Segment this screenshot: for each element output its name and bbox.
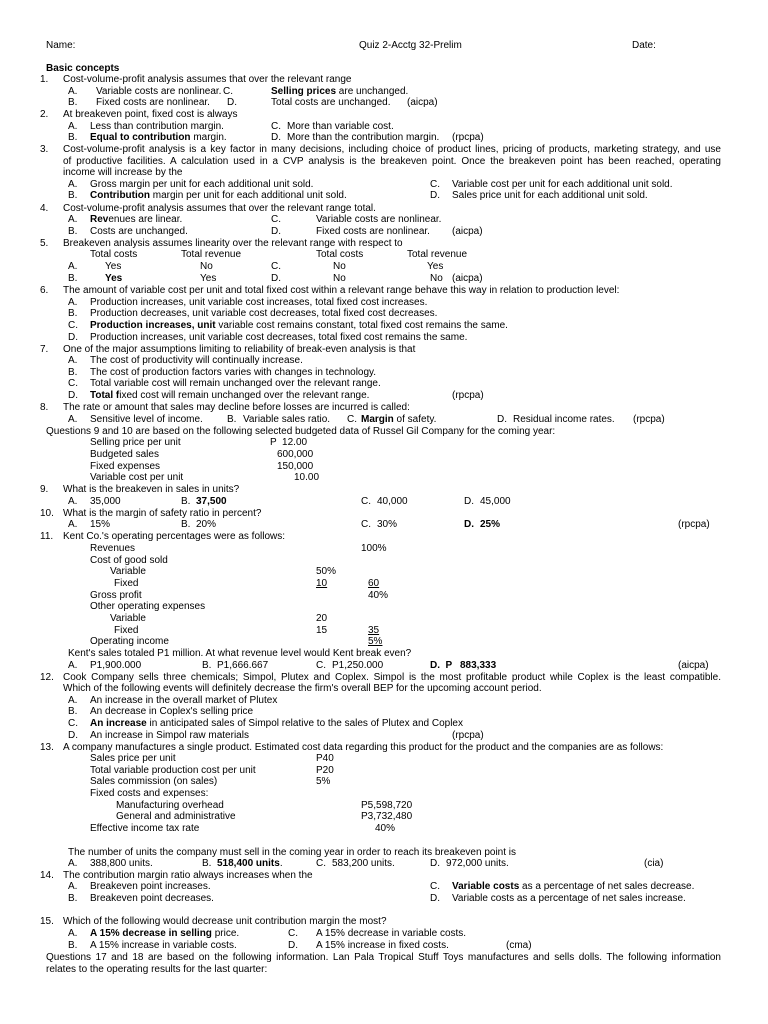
q11-op-income-label: Operating income: [90, 636, 169, 647]
q9-c-letter: C.: [361, 496, 371, 507]
q8-b-text: Variable sales ratio.: [243, 414, 331, 425]
q3-a-text: Gross margin per unit for each additional unit sold.: [90, 179, 314, 190]
q1-c-letter: C.: [223, 86, 233, 97]
q11-cogs-label: Cost of good sold: [90, 555, 168, 566]
q15-a-letter: A.: [68, 928, 78, 939]
q1-d-letter: D.: [227, 97, 237, 108]
q10-d-text: 25%: [480, 519, 501, 530]
q15-source: (cma): [506, 940, 532, 951]
q9-stem: What is the breakeven in sales in units?: [63, 484, 240, 495]
q13-sales-price-label: Sales price per unit: [90, 753, 176, 764]
q4-stem: Cost-volume-profit analysis assumes that over the relevant range total.: [63, 203, 376, 214]
q2-c-text: More than variable cost.: [287, 121, 394, 132]
q2-stem: At breakeven point, fixed cost is always: [63, 109, 238, 120]
q6-number: 6.: [40, 285, 49, 296]
q13-commission-value: 5%: [316, 776, 331, 787]
q11-revenues-label: Revenues: [90, 543, 136, 554]
q5-header-total-revenue-2: Total revenue: [407, 249, 468, 260]
q1-d-text: Total costs are unchanged.: [271, 97, 391, 108]
budget-label-selling-price: Selling price per unit: [90, 437, 181, 448]
q3-b-answer: Contribution: [90, 190, 150, 201]
q10-b-text: 20%: [196, 519, 217, 530]
q14-b-text: Breakeven point decreases.: [90, 893, 214, 904]
q7-d-answer: Total f: [90, 390, 120, 401]
q10-b-letter: B.: [181, 519, 191, 530]
q9-a-letter: A.: [68, 496, 78, 507]
q13-overhead-label: Manufacturing overhead: [116, 800, 224, 811]
q7-c-text: Total variable cost will remain unchanged over the relevant range.: [90, 378, 381, 389]
q12-a-letter: A.: [68, 695, 78, 706]
q15-d-letter: D.: [288, 940, 298, 951]
q4-number: 4.: [40, 203, 49, 214]
q13-question: The number of units the company must sell in the coming year in order to reach its breakeven point is: [68, 847, 517, 858]
q12-c-letter: C.: [68, 718, 78, 729]
q13-c-letter: C.: [316, 858, 326, 869]
q11-b-text: P1,666.667: [217, 660, 269, 671]
q13-b-after: .: [279, 858, 283, 869]
q11-opex-total: 35: [368, 625, 380, 636]
q2-d-text: More than the contribution margin.: [287, 132, 440, 143]
q8-stem: The rate or amount that sales may decline before losses are incurred is called:: [63, 402, 410, 413]
q8-c-letter: C.: [347, 414, 357, 425]
q8-c-rest: of safety.: [393, 414, 437, 425]
q11-op-income-value: 5%: [368, 636, 383, 647]
q3-d-text: Sales price unit for each additional unit sold.: [452, 190, 648, 201]
q13-d-text: 972,000 units.: [446, 858, 509, 869]
q7-source: (rpcpa): [452, 390, 484, 401]
q2-d-letter: D.: [271, 132, 281, 143]
q11-fixed-label: Fixed: [114, 578, 139, 589]
q15-a-text: [90, 928, 239, 939]
q1-b-letter: B.: [68, 97, 78, 108]
q9-10-intro: Questions 9 and 10 are based on the following selected budgeted data of Russel Gil Company for the coming year:: [46, 426, 556, 437]
q14-d-letter: D.: [430, 893, 440, 904]
q7-b-letter: B.: [68, 367, 78, 378]
q14-c-answer: Variable costs: [452, 881, 520, 892]
q4-c-text: Variable costs are nonlinear.: [316, 214, 442, 225]
q13-tax-label: Effective income tax rate: [90, 823, 200, 834]
q10-source: (rpcpa): [678, 519, 710, 530]
q9-b-letter: B.: [181, 496, 191, 507]
q4-a-answer: Rev: [90, 214, 109, 225]
q3-number: 3.: [40, 144, 49, 155]
q11-c-text: P1,250.000: [332, 660, 384, 671]
q6-b-text: Production decreases, unit variable cost decreases, total fixed cost decreases.: [90, 308, 438, 319]
q4-c-letter: C.: [271, 214, 281, 225]
q5-a-total-costs: Yes: [105, 261, 122, 272]
q4-a-letter: A.: [68, 214, 78, 225]
q5-d-letter: D.: [271, 273, 281, 284]
q4-source: (aicpa): [452, 226, 483, 237]
q1-b-text: Fixed costs are nonlinear.: [96, 97, 210, 108]
q11-revenues-value: 100%: [361, 543, 387, 554]
q8-number: 8.: [40, 402, 49, 413]
q3-c-letter: C.: [430, 179, 440, 190]
q7-a-letter: A.: [68, 355, 78, 366]
q4-b-text: Costs are unchanged.: [90, 226, 188, 237]
q13-fixed-costs-label: Fixed costs and expenses:: [90, 788, 209, 799]
q10-a-text: 15%: [90, 519, 111, 530]
budget-value-variable: 10.00: [294, 472, 320, 483]
q7-stem: One of the major assumptions limiting to reliability of break-even analysis is that: [63, 344, 416, 355]
q13-sales-price-value: P40: [316, 753, 334, 764]
q15-b-letter: B.: [68, 940, 78, 951]
q12-stem-line2: Which of the following events will definitely decrease the firm's overall BEP for the upcoming account period.: [63, 683, 542, 694]
q2-a-text: Less than contribution margin.: [90, 121, 224, 132]
q9-number: 9.: [40, 484, 49, 495]
q6-a-text: Production increases, unit variable cost increases, total fixed cost increases.: [90, 297, 428, 308]
q10-number: 10.: [40, 508, 54, 519]
q13-variable-cost-label: Total variable production cost per unit: [90, 765, 256, 776]
q3-b-letter: B.: [68, 190, 78, 201]
q15-a-answer: A 15% decrease in selling: [90, 928, 212, 939]
q8-a-text: Sensitive level of income.: [90, 414, 203, 425]
q4-a-text: [90, 214, 182, 225]
q15-c-text: A 15% decrease in variable costs.: [316, 928, 467, 939]
q7-c-letter: C.: [68, 378, 78, 389]
q11-number: 11.: [40, 531, 54, 542]
q6-c-answer: Production increases, unit: [90, 320, 216, 331]
q5-c-total-costs: No: [333, 261, 346, 272]
q10-d-letter: D.: [464, 519, 474, 530]
q1-source: (aicpa): [407, 97, 438, 108]
q12-c-text: [90, 718, 463, 729]
q2-source: (rpcpa): [452, 132, 484, 143]
q14-stem: The contribution margin ratio always increases when the: [63, 870, 313, 881]
q3-stem-line1: Cost-volume-profit analysis is a key factor in many decisions, including choice of product lines, pricing of products, marketing strategy, and use: [63, 144, 721, 155]
q11-gross-profit-value: 40%: [368, 590, 389, 601]
q11-a-letter: A.: [68, 660, 78, 671]
q1-a-letter: A.: [68, 86, 78, 97]
q15-number: 15.: [40, 916, 54, 927]
q12-d-text: An increase in Simpol raw materials: [90, 730, 249, 741]
q6-a-letter: A.: [68, 297, 78, 308]
q11-b-letter: B.: [202, 660, 212, 671]
q9-d-letter: D.: [464, 496, 474, 507]
q1-c-rest: are unchanged.: [336, 86, 409, 97]
q13-a-text: 388,800 units.: [90, 858, 153, 869]
q5-d-total-costs: No: [333, 273, 346, 284]
q12-stem-line1: Cook Company sells three chemicals; Simpol, Plutex and Coplex. Simpol is the most profitable product while Coplex is the least compatible.: [63, 672, 721, 683]
budget-value-sales: 600,000: [277, 449, 314, 460]
q14-c-letter: C.: [430, 881, 440, 892]
q12-c-answer: An increase: [90, 718, 147, 729]
q13-variable-cost-value: P20: [316, 765, 334, 776]
q5-a-letter: A.: [68, 261, 78, 272]
q12-d-letter: D.: [68, 730, 78, 741]
q14-a-text: Breakeven point increases.: [90, 881, 211, 892]
q2-b-letter: B.: [68, 132, 78, 143]
q7-d-rest: ixed cost will remain unchanged over the relevant range.: [119, 390, 370, 401]
q11-opex-fixed-label: Fixed: [114, 625, 139, 636]
q6-c-rest: variable cost remains constant, total fixed cost remains the same.: [215, 320, 508, 331]
q17-18-intro-line2: relates to the operating results for the last quarter:: [46, 964, 268, 975]
q14-number: 14.: [40, 870, 54, 881]
q5-source: (aicpa): [452, 273, 483, 284]
q11-cogs-total: 60: [368, 578, 380, 589]
q13-b-text: [217, 858, 283, 869]
q13-number: 13.: [40, 742, 54, 753]
q11-d-text: 883,333: [460, 660, 497, 671]
q10-c-text: 30%: [377, 519, 398, 530]
q12-b-text: An decrease in Coplex's selling price: [90, 706, 254, 717]
q11-opex-fixed-value: 15: [316, 625, 328, 636]
q8-a-letter: A.: [68, 414, 78, 425]
q11-gross-profit-label: Gross profit: [90, 590, 142, 601]
q9-a-text: 35,000: [90, 496, 121, 507]
q15-c-letter: C.: [288, 928, 298, 939]
q12-b-letter: B.: [68, 706, 78, 717]
budget-value-fixed: 150,000: [277, 461, 314, 472]
q11-stem: Kent Co.'s operating percentages were as follows:: [63, 531, 286, 542]
q13-d-letter: D.: [430, 858, 440, 869]
date-label: Date:: [632, 40, 656, 51]
q7-d-text: [90, 390, 369, 401]
q4-a-rest: enues are linear.: [108, 214, 183, 225]
q5-header-total-costs-2: Total costs: [316, 249, 364, 260]
q14-c-rest: as a percentage of net sales decrease.: [519, 881, 695, 892]
budget-value-selling-price: P 12.00: [270, 437, 308, 448]
q11-variable-value: 50%: [316, 566, 337, 577]
q5-c-total-revenue: Yes: [427, 261, 444, 272]
q6-c-text: [90, 320, 508, 331]
q5-d-total-revenue: No: [430, 273, 443, 284]
q3-stem-line3: income will increase by the: [63, 167, 183, 178]
q4-b-letter: B.: [68, 226, 78, 237]
budget-label-variable: Variable cost per unit: [90, 472, 184, 483]
q7-d-letter: D.: [68, 390, 78, 401]
q6-stem: The amount of variable cost per unit and total fixed cost within a relevant range behave this way in relation to production level:: [63, 285, 620, 296]
q15-stem: Which of the following would decrease unit contribution margin the most?: [63, 916, 387, 927]
q2-b-answer: Equal to contribution: [90, 132, 191, 143]
q17-18-intro-line1: Questions 17 and 18 are based on the following information. Lan Pala Tropical Stuff Toys manufactures and sells dolls. The following information: [46, 952, 721, 963]
q2-a-letter: A.: [68, 121, 78, 132]
q7-a-text: The cost of productivity will continually increase.: [90, 355, 303, 366]
budget-label-sales: Budgeted sales: [90, 449, 159, 460]
q2-b-rest: margin.: [190, 132, 227, 143]
q15-b-text: A 15% increase in variable costs.: [90, 940, 237, 951]
q3-stem-line2: of productive facilities. A calculation used in a CVP analysis is the breakeven point. Once the breakeven point has been reached, operating: [63, 156, 721, 167]
q10-a-letter: A.: [68, 519, 78, 530]
q13-tax-value: 40%: [375, 823, 396, 834]
q10-stem: What is the margin of safety ratio in percent?: [63, 508, 262, 519]
q4-d-text: Fixed costs are nonlinear.: [316, 226, 430, 237]
q5-number: 5.: [40, 238, 49, 249]
q4-d-letter: D.: [271, 226, 281, 237]
q2-c-letter: C.: [271, 121, 281, 132]
q6-d-text: Production increases, unit variable cost decreases, total fixed cost remains the same.: [90, 332, 468, 343]
q11-variable-label: Variable: [110, 566, 146, 577]
q13-commission-label: Sales commission (on sales): [90, 776, 218, 787]
q15-d-text: A 15% increase in fixed costs.: [316, 940, 449, 951]
q11-opex-label: Other operating expenses: [90, 601, 206, 612]
q1-number: 1.: [40, 74, 49, 85]
q8-c-answer: Margin: [361, 414, 394, 425]
q3-d-letter: D.: [430, 190, 440, 201]
q11-d-letter: D. P: [430, 660, 453, 671]
q5-stem: Breakeven analysis assumes linearity over the relevant range with respect to: [63, 238, 403, 249]
q11-source: (aicpa): [678, 660, 709, 671]
q6-d-letter: D.: [68, 332, 78, 343]
q9-d-text: 45,000: [480, 496, 511, 507]
q12-number: 12.: [40, 672, 54, 683]
q10-c-letter: C.: [361, 519, 371, 530]
q3-a-letter: A.: [68, 179, 78, 190]
q3-b-text: [90, 190, 347, 201]
q13-ga-label: General and administrative: [116, 811, 236, 822]
q11-fixed-value: 10: [316, 578, 328, 589]
quiz-title: Quiz 2-Acctg 32-Prelim: [359, 40, 462, 51]
q5-b-total-costs: Yes: [105, 273, 123, 284]
q11-opex-variable-label: Variable: [110, 613, 146, 624]
q12-c-rest: in anticipated sales of Simpol relative to the sales of Plutex and Coplex: [146, 718, 463, 729]
q11-opex-variable-value: 20: [316, 613, 328, 624]
q14-d-text: Variable costs as a percentage of net sales increase.: [452, 893, 686, 904]
q5-header-total-revenue: Total revenue: [181, 249, 242, 260]
q13-c-text: 583,200 units.: [332, 858, 395, 869]
q8-d-letter: D.: [497, 414, 507, 425]
q8-c-text: [361, 414, 436, 425]
section-title: Basic concepts: [46, 63, 120, 74]
q5-header-total-costs: Total costs: [90, 249, 138, 260]
q13-a-letter: A.: [68, 858, 78, 869]
q5-a-total-revenue: No: [200, 261, 213, 272]
q6-c-letter: C.: [68, 320, 78, 331]
q13-b-answer: 518,400 units: [217, 858, 280, 869]
budget-label-fixed: Fixed expenses: [90, 461, 161, 472]
q2-number: 2.: [40, 109, 49, 120]
q5-b-total-revenue: Yes: [200, 273, 217, 284]
q13-b-letter: B.: [202, 858, 212, 869]
q2-b-text: [90, 132, 227, 143]
q8-source: (rpcpa): [633, 414, 665, 425]
q12-source: (rpcpa): [452, 730, 484, 741]
q7-number: 7.: [40, 344, 49, 355]
q11-c-letter: C.: [316, 660, 326, 671]
q3-c-text: Variable cost per unit for each additional unit sold.: [452, 179, 673, 190]
q1-c-text: [271, 86, 408, 97]
q7-b-text: The cost of production factors varies with changes in technology.: [90, 367, 377, 378]
q12-a-text: An increase in the overall market of Plutex: [90, 695, 278, 706]
q6-b-letter: B.: [68, 308, 78, 319]
q14-b-letter: B.: [68, 893, 78, 904]
q13-stem: A company manufactures a single product. Estimated cost data regarding this product for the product and the companies are as follows:: [63, 742, 664, 753]
q11-question: Kent's sales totaled P1 million. At what revenue level would Kent break even?: [68, 648, 412, 659]
q14-a-letter: A.: [68, 881, 78, 892]
q3-b-rest: margin per unit for each additional unit sold.: [149, 190, 347, 201]
q14-c-text: [452, 881, 694, 892]
q1-c-answer: Selling prices: [271, 86, 337, 97]
q5-c-letter: C.: [271, 261, 281, 272]
q9-c-text: 40,000: [377, 496, 408, 507]
q13-source: (cia): [644, 858, 664, 869]
name-label: Name:: [46, 40, 76, 51]
q13-overhead-value: P5,598,720: [361, 800, 413, 811]
q8-b-letter: B.: [227, 414, 237, 425]
q13-ga-value: P3,732,480: [361, 811, 413, 822]
q1-a-text: Variable costs are nonlinear.: [96, 86, 222, 97]
q1-stem: Cost-volume-profit analysis assumes that over the relevant range: [63, 74, 352, 85]
q8-d-text: Residual income rates.: [513, 414, 615, 425]
q11-a-text: P1,900.000: [90, 660, 142, 671]
q5-b-letter: B.: [68, 273, 78, 284]
q15-a-rest: price.: [211, 928, 240, 939]
q9-b-text: 37,500: [196, 496, 227, 507]
